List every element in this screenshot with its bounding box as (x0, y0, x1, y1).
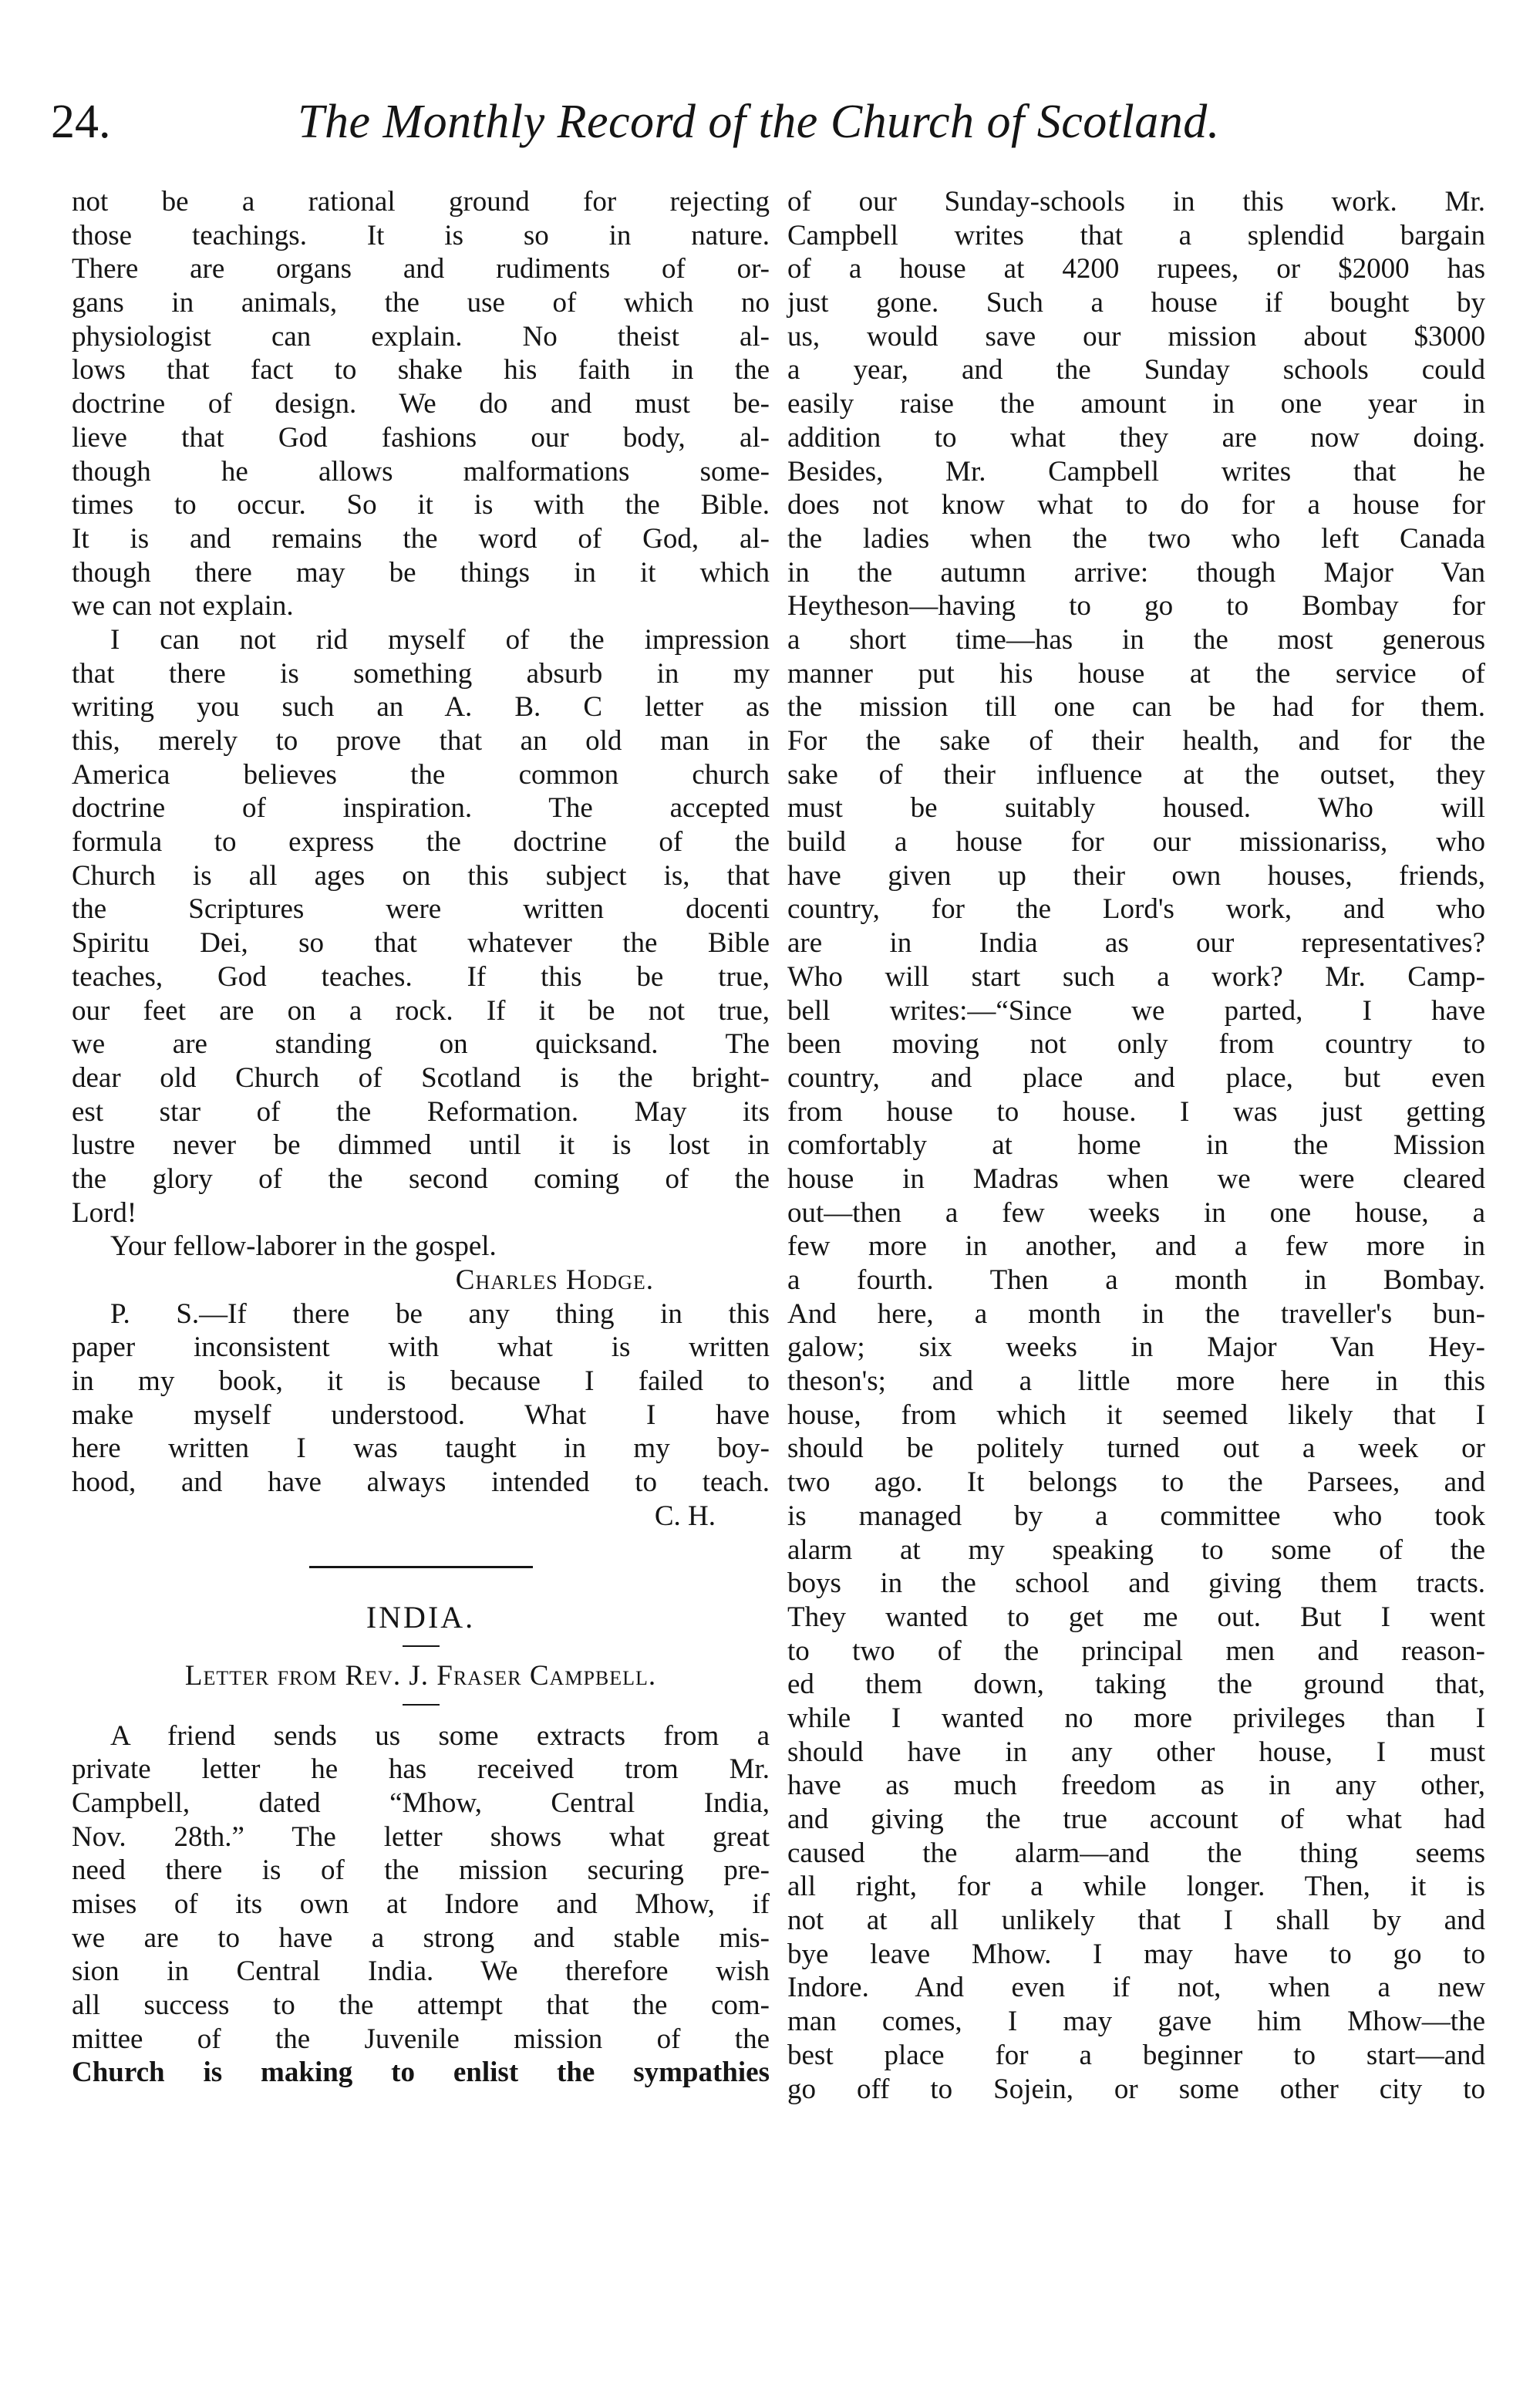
text-line: have given up their own houses, friends, (787, 859, 1485, 892)
text-line: two ago. It belongs to the Parsees, and (787, 1466, 1485, 1499)
text-line: Heytheson—having to go to Bombay for (787, 590, 1485, 623)
text-line: here written I was taught in my boy- (72, 1432, 770, 1465)
left-column (72, 185, 770, 2090)
text-line: house in Madras when we were cleared (787, 1162, 1485, 1195)
text-line: in the autumn arrive: though Major Van (787, 556, 1485, 589)
text-line: of our Sunday-schools in this work. Mr. (787, 186, 1485, 218)
text-line: mises of its own at Indore and Mhow, if (72, 1888, 770, 1920)
text-line: America believes the common church (72, 758, 770, 791)
text-line: Besides, Mr. Campbell writes that he (787, 455, 1485, 488)
text-line: easily raise the amount in one year in (787, 388, 1485, 420)
text-line: manner put his house at the service of (787, 657, 1485, 690)
text-line: the mission till one can be had for them. (787, 691, 1485, 724)
text-line: must be suitably housed. Who will (787, 792, 1485, 825)
text-line: is managed by a committee who took (787, 1500, 1485, 1532)
text-line: of a house at 4200 rupees, or $2000 has (787, 253, 1485, 285)
text-line: best place for a beginner to start—and (787, 2039, 1485, 2071)
text-line: should have in any other house, I must (787, 1736, 1485, 1768)
text-line: Nov. 28th.” The letter shows what great (72, 1820, 770, 1853)
india-paragraph (72, 1719, 770, 2090)
text-line: does not know what to do for a house for (787, 489, 1485, 521)
text-line: times to occur. So it is with the Bible. (72, 489, 770, 521)
text-line: lustre never be dimmed until it is lost in (72, 1129, 770, 1162)
text-line: For the sake of their health, and for the (787, 725, 1485, 757)
second-paragraph (72, 623, 770, 1230)
text-line: and giving the true account of what had (787, 1803, 1485, 1835)
page-number: 24. (51, 96, 111, 148)
intro-paragraph (72, 185, 770, 623)
text-line: in my book, it is because I failed to (72, 1365, 770, 1398)
text-line: a short time—has in the most generous (787, 623, 1485, 656)
text-line: gans in animals, the use of which no (72, 287, 770, 319)
text-line: our feet are on a rock. If it be not true, (72, 994, 770, 1027)
text-line: country, and place and place, but even (787, 1061, 1485, 1094)
text-line: Spiritu Dei, so that whatever the Bible (72, 927, 770, 960)
text-line: to two of the principal men and reason- (787, 1635, 1485, 1667)
text-line: just gone. Such a house if bought by (787, 287, 1485, 319)
text-line: lieve that God fashions our body, al- (72, 421, 770, 454)
text-line: we can not explain. (72, 590, 294, 623)
text-line: a fourth. Then a month in Bombay. (787, 1264, 1485, 1296)
text-line: formula to express the doctrine of the (72, 826, 770, 859)
text-line: the Scriptures were written docenti (72, 893, 770, 926)
text-line: not at all unlikely that I shall by and (787, 1905, 1485, 1937)
text-line: mittee of the Juvenile mission of the (72, 2023, 770, 2055)
text-line: alarm at my speaking to some of the (787, 1534, 1485, 1566)
text-line: I can not rid myself of the impression (110, 623, 770, 656)
text-line: private letter he has received trom Mr. (72, 1753, 770, 1786)
text-line: Campbell, dated “Mhow, Central India, (72, 1787, 770, 1819)
text-line: though he allows malformations some- (72, 455, 770, 488)
text-line: There are organs and rudiments of or- (72, 253, 770, 285)
text-line: paper inconsistent with what is written (72, 1331, 770, 1364)
text-line: out—then a few weeks in one house, a (787, 1196, 1485, 1229)
text-line: P. S.—If there be any thing in this (110, 1297, 770, 1330)
right-column (787, 185, 1485, 2106)
text-line: doctrine of inspiration. The accepted (72, 792, 770, 825)
text-line: dear old Church of Scotland is the bright- (72, 1061, 770, 1094)
text-line: few more in another, and a few more in (787, 1230, 1485, 1263)
text-line: caused the alarm—and the thing seems (787, 1837, 1485, 1869)
text-line: Church is making to enlist the sympathies (72, 2057, 770, 2089)
text-line: go off to Sojein, or some other city to (787, 2073, 1485, 2105)
text-line: It is and remains the word of God, al- (72, 522, 770, 555)
text-line: comfortably at home in the Mission (787, 1129, 1485, 1162)
text-line: those teachings. It is so in nature. (72, 219, 770, 251)
text-line: Who will start such a work? Mr. Camp- (787, 960, 1485, 993)
text-line: Indore. And even if not, when a new (787, 1972, 1485, 2004)
text-line: that there is something absurb in my (72, 657, 770, 690)
text-line: though there may be things in it which (72, 556, 770, 589)
text-line: addition to what they are now doing. (787, 421, 1485, 454)
text-line: physiologist can explain. No theist al- (72, 320, 770, 353)
text-line: been moving not only from country to (787, 1028, 1485, 1061)
text-line: ed them down, taking the ground that, (787, 1669, 1485, 1701)
text-line: doctrine of design. We do and must be- (72, 388, 770, 420)
text-line: all success to the attempt that the com- (72, 1989, 770, 2021)
text-line: we are standing on quicksand. The (72, 1028, 770, 1061)
letter-heading: Letter from Rev. J. Fraser Campbell. (184, 1659, 657, 1692)
text-line: make myself understood. What I have (72, 1399, 770, 1431)
text-line: we are to have a strong and stable mis- (72, 1922, 770, 1954)
text-line: They wanted to get me out. But I went (787, 1601, 1485, 1633)
text-line: bye leave Mhow. I may have to go to (787, 1938, 1485, 1970)
text-line: Lord! (72, 1196, 137, 1229)
text-line: man comes, I may gave him Mhow—the (787, 2006, 1485, 2038)
text-line: Campbell writes that a splendid bargain (787, 219, 1485, 251)
running-title: The Monthly Record of the Church of Scotland. (298, 96, 1220, 148)
text-line: hood, and have always intended to teach. (72, 1466, 770, 1499)
text-line: have as much freedom as in any other, (787, 1770, 1485, 1802)
text-line: country, for the Lord's work, and who (787, 893, 1485, 926)
text-line: house, from which it seemed likely that I (787, 1399, 1485, 1431)
text-line: all right, for a while longer. Then, it is (787, 1871, 1485, 1903)
text-line: lows that fact to shake his faith in the (72, 354, 770, 386)
text-line: this, merely to prove that an old man in (72, 725, 770, 757)
postscript-initials: C. H. (654, 1500, 716, 1532)
text-line: the glory of the second coming of the (72, 1162, 770, 1195)
page-header (51, 91, 1493, 160)
text-line: us, would save our mission about $3000 (787, 320, 1485, 353)
text-line: should be politely turned out a week or (787, 1432, 1485, 1465)
text-line: galow; six weeks in Major Van Hey- (787, 1331, 1485, 1364)
closing-line: Your fellow-laborer in the gospel. (110, 1230, 497, 1263)
text-line: need there is of the mission securing pre- (72, 1854, 770, 1887)
text-line: theson's; and a little more here in this (787, 1365, 1485, 1398)
text-line: boys in the school and giving them tracts. (787, 1567, 1485, 1600)
text-line: writing you such an A. B. C letter as (72, 691, 770, 724)
postscript (72, 1297, 770, 1534)
text-line: while I wanted no more privileges than I (787, 1702, 1485, 1734)
text-line: the ladies when the two who left Canada (787, 522, 1485, 555)
text-line: A friend sends us some extracts from a (110, 1719, 770, 1752)
text-line: from house to house. I was just getting (787, 1095, 1485, 1128)
section-heading: INDIA. (366, 1599, 476, 1635)
text-line: sion in Central India. We therefore wish (72, 1955, 770, 1988)
text-line: est star of the Reformation. May its (72, 1095, 770, 1128)
text-line: are in India as our representatives? (787, 927, 1485, 960)
text-line: a year, and the Sunday schools could (787, 354, 1485, 386)
text-line: sake of their influence at the outset, they (787, 758, 1485, 791)
signature: Charles Hodge. (455, 1264, 654, 1296)
text-line: teaches, God teaches. If this be true, (72, 960, 770, 993)
text-line: Church is all ages on this subject is, that (72, 859, 770, 892)
text-line: And here, a month in the traveller's bun- (787, 1297, 1485, 1330)
text-line: bell writes:—“Since we parted, I have (787, 994, 1485, 1027)
text-line: build a house for our missionariss, who (787, 826, 1485, 859)
text-line: not be a rational ground for rejecting (72, 186, 770, 218)
